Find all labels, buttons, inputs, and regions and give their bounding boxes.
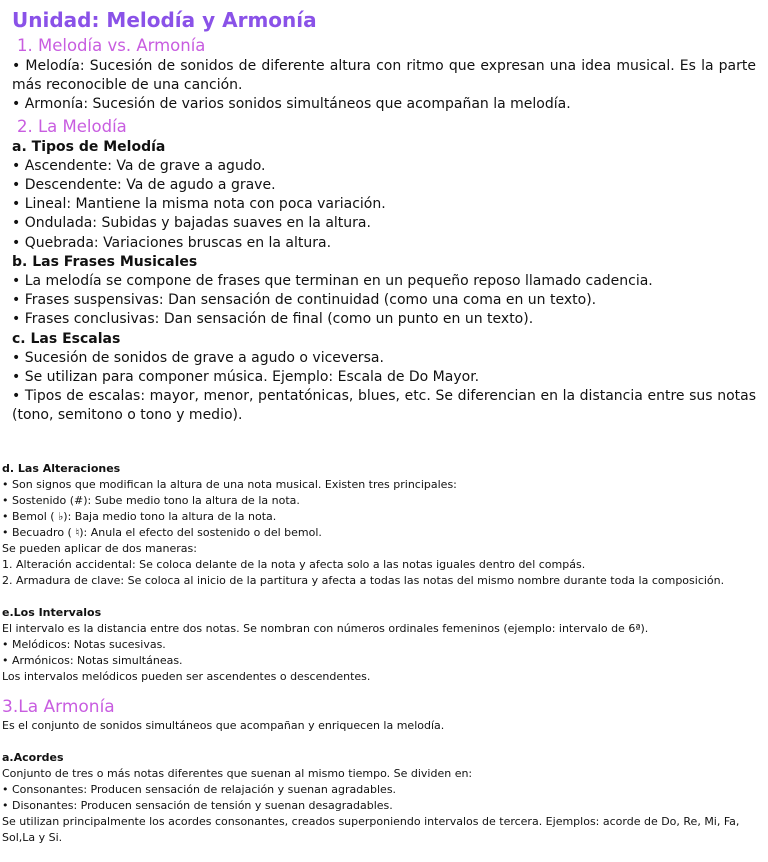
- list-item: • Armonía: Sucesión de varios sonidos simultáneos que acompañan la melodía.: [12, 96, 571, 113]
- list-item: • Ascendente: Va de grave a agudo.: [12, 157, 266, 174]
- subsection-d-heading: d. Las Alteraciones: [2, 462, 121, 475]
- paragraph: Los intervalos melódicos pueden ser ascendentes o descendentes.: [2, 670, 371, 683]
- list-item: • Quebrada: Variaciones bruscas en la altura.: [12, 234, 332, 251]
- list-item: • Becuadro ( ♮): Anula el efecto del sostenido o del bemol.: [2, 526, 322, 539]
- subsection-a-heading: a. Tipos de Melodía: [12, 138, 166, 155]
- list-item: • Consonantes: Producen sensación de relajación y suenan agradables.: [2, 783, 397, 796]
- paragraph: Se utilizan principalmente los acordes consonantes, creados superponiendo intervalos de tercera. Ejemplos: acorde de Do, Re, Mi, Fa, Sol,La y Si.: [2, 815, 740, 844]
- list-item: • Melodía: Sucesión de sonidos de diferente altura con ritmo que expresan una idea musical. Es la parte más reconocible de una canción.: [12, 58, 756, 94]
- paragraph: El intervalo es la distancia entre dos notas. Se nombran con números ordinales femeninos (ejemplo: intervalo de 6ª).: [2, 622, 649, 635]
- section-2-heading: 2. La Melodía: [17, 116, 127, 136]
- list-item: • Frases suspensivas: Dan sensación de continuidad (como una coma en un texto).: [12, 292, 597, 309]
- document-lower: [2, 461, 768, 846]
- paragraph: Conjunto de tres o más notas diferentes que suenan al mismo tiempo. Se dividen en:: [2, 767, 473, 780]
- list-item: • Lineal: Mantiene la misma nota con poca variación.: [12, 196, 386, 213]
- list-item: 1. Alteración accidental: Se coloca delante de la nota y afecta solo a las notas iguales dentro del compás.: [2, 558, 586, 571]
- list-item: • Sucesión de sonidos de grave a agudo o viceversa.: [12, 349, 384, 366]
- list-item: • Tipos de escalas: mayor, menor, pentatónicas, blues, etc. Se diferencian en la distancia entre sus notas (tono, semitono o tono y medio).: [12, 388, 756, 424]
- paragraph: Es el conjunto de sonidos simultáneos que acompañan y enriquecen la melodía.: [2, 719, 445, 732]
- list-item: • Descendente: Va de agudo a grave.: [12, 177, 276, 194]
- subsection-e-heading: e.Los Intervalos: [2, 606, 102, 619]
- paragraph: Se pueden aplicar de dos maneras:: [2, 542, 197, 555]
- subsection-b-heading: b. Las Frases Musicales: [12, 253, 198, 270]
- list-item: • Bemol ( ♭): Baja medio tono la altura de la nota.: [2, 510, 277, 523]
- section-1-heading: 1. Melodía vs. Armonía: [17, 36, 206, 55]
- subsection-c-heading: c. Las Escalas: [12, 330, 121, 347]
- section-3-heading: 3.La Armonía: [2, 697, 115, 717]
- list-item: • Frases conclusivas: Dan sensación de final (como un punto en un texto).: [12, 311, 534, 328]
- list-item: • Se utilizan para componer música. Ejemplo: Escala de Do Mayor.: [12, 369, 480, 386]
- document-upper: [12, 6, 756, 426]
- list-item: • Disonantes: Producen sensación de tensión y suenan desagradables.: [2, 799, 393, 812]
- list-item: • Melódicos: Notas sucesivas.: [2, 638, 166, 651]
- list-item: 2. Armadura de clave: Se coloca al inicio de la partitura y afecta a todas las notas del mismo nombre durante toda la composición.: [2, 574, 725, 587]
- list-item: • Ondulada: Subidas y bajadas suaves en la altura.: [12, 215, 371, 232]
- list-item: • Son signos que modifican la altura de una nota musical. Existen tres principales:: [2, 478, 457, 491]
- list-item: • Armónicos: Notas simultáneas.: [2, 654, 183, 667]
- list-item: • Sostenido (#): Sube medio tono la altura de la nota.: [2, 494, 300, 507]
- unit-title: Unidad: Melodía y Armonía: [12, 8, 317, 32]
- list-item: • La melodía se compone de frases que terminan en un pequeño reposo llamado cadencia.: [12, 273, 653, 290]
- subsection-acordes-heading: a.Acordes: [2, 751, 64, 764]
